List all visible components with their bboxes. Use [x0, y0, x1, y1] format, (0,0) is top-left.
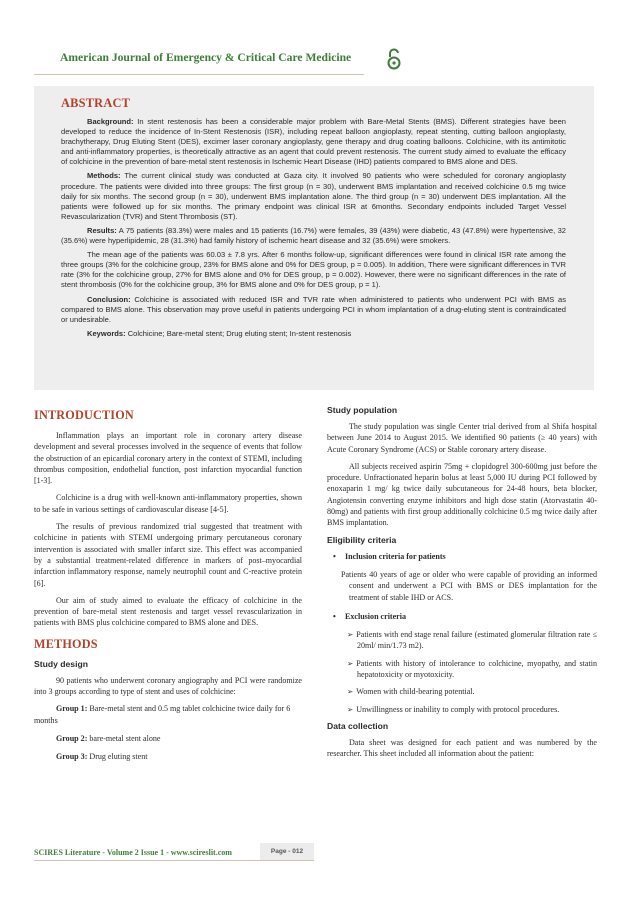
methods-heading: METHODS [34, 636, 98, 651]
population-paragraph-1: The study population was single Center trial derived from al Shifa hospital between June 2014 to August 2015. We identified 90 patients (≥ 40 years) with Acute Coronary Syndrome (ACS) or Stable coronary artery disease. [327, 422, 597, 454]
exclusion-item-2 [327, 658, 597, 681]
arrow-bullet-icon: ➢ [347, 658, 354, 668]
group-2-label: Group 2: [56, 733, 88, 743]
methods-text: The current clinical study was conducted at Gaza city. It involved 90 patients who were scheduled for coronary angioplasty procedure. The patients were divided into three groups: The first group (n = 30), underwent BMS implantation and received colchicine 0.5 mg twice daily for six months. The second group (n = 30), underwent BMS implantation alone. The third group (n = 30) underwent DES implantation. All the patients were followed up for six months. The primary endpoint was clinical ISR at 6months. Secondary endpoints included Target Vessel Revascularization (TVR) and Stent Thrombosis (ST). [61, 171, 566, 221]
right-column [327, 405, 597, 766]
group-3-text: Drug eluting stent [87, 752, 148, 762]
left-column [34, 408, 302, 770]
group-1-text: Bare-metal stent and 0.5 mg tablet colchicine twice daily for 6 months [34, 704, 291, 725]
abstract-methods [61, 171, 566, 221]
keywords-label: Keywords: [87, 328, 126, 338]
page-footer [34, 843, 314, 863]
abstract-keywords [61, 329, 566, 339]
group-2 [34, 733, 302, 744]
arrow-bullet-icon: ➢ [347, 704, 354, 714]
results-text: A 75 patients (83.3%) were males and 15 patients (16.7%) were females, 39 (43%) were diabetic, 43 (47.8%) were hypertensive, 32 (35.6%) were hyperlipidemic, 28 (31.3%) had family history of ischemic heart disease and 32 (35.6%) were smokers. [61, 225, 566, 246]
exclusion-bullet [333, 611, 597, 622]
conclusion-label: Conclusion: [87, 294, 131, 304]
results-label: Results: [87, 225, 117, 235]
data-collection-paragraph: Data sheet was designed for each patient and was numbered by the researcher. This sheet included all information about the patient: [327, 737, 597, 759]
abstract-background [61, 117, 566, 167]
intro-paragraph-2: Colchicine is a drug with well-known anti-inflammatory properties, shown to be safe in various settings of cardiovascular disease [4-5]. [34, 493, 302, 514]
group-1-label: Group 1: [56, 704, 88, 714]
exclusion-item-text: Patients with end stage renal failure (estimated glomerular filtration rate ≤ 20ml/ min/1.73 m2). [356, 630, 597, 651]
footer-citation: SCIRES Literature - Volume 2 Issue 1 - www.scireslit.com [34, 848, 232, 857]
exclusion-item-text: Patients with history of intolerance to colchicine, myopathy, and statin hepatotoxicity or myotoxicity. [356, 658, 597, 680]
population-paragraph-2: All subjects received aspirin 75mg + clopidogrel 300-600mg just before the procedure. Unfractionated heparin bolus at least 5,000 IU during PCI followed by enoxaparin 1 mg/ kg twice daily subcutaneous for 24-48 hours, beta blocker, Angiotensin converting enzyme inhibitors and high dose statin (Atorvastatin 40-80mg) and patients with first group additionally colchicine 0.5 mg twice daily after BMS implantation. [327, 461, 597, 528]
exclusion-item-text: Unwillingness or inability to comply with protocol procedures. [356, 704, 560, 714]
exclusion-item-4 [327, 704, 597, 715]
exclusion-item-text: Women with child-bearing potential. [356, 687, 475, 697]
intro-paragraph-3: The results of previous randomized trial suggested that treatment with colchicine in patients with STEMI undergoing primary percutaneous coronary intervention is associated with smaller infarct size. This effect was accompanied by a substantial treatment-related difference in markers of post–myocardial infarction inflammatory response, namely neutrophil count and C-reactive protein [6]. [34, 522, 302, 588]
group-2-text: bare-metal stent alone [87, 733, 161, 743]
intro-paragraph-4: Our aim of study aimed to evaluate the efficacy of colchicine in the prevention of bare-metal stent restenosis and target vessel revascularization in patients with BMS plus colchicine compared to BMS alone and DES. [34, 595, 302, 628]
study-design-paragraph: 90 patients who underwent coronary angiography and PCI were randomize into 3 groups according to type of stent and uses of colchicine: [34, 675, 302, 697]
bullet-dot-icon: • [333, 551, 336, 561]
group-1 [34, 703, 302, 726]
keywords-text: Colchicine; Bare-metal stent; Drug eluting stent; In-stent restenosis [125, 328, 352, 338]
inclusion-bullet [333, 551, 597, 562]
abstract-results-2: The mean age of the patients was 60.03 ± 7.8 yrs. After 6 months follow-up, significant differences were found in clinical ISR rate among the three groups (3% for the colchicine group, 23% for BMS alone and 0% for DES group, p = 0.005). In addition, There were significant differences in TVR rate (3% for the colchicine group, 27% for BMS alone and 0% for DES group, p = 0.002). However, there were no significant differences in the rate of stent thrombosis (0% for the colchicine group, 3% for BMS alone and 0% for DES group, p = 1). [61, 250, 566, 290]
methods-label: Methods: [87, 171, 121, 181]
abstract-heading: ABSTRACT [61, 96, 131, 110]
intro-paragraph-1: Inflammation plays an important role in coronary artery disease development and several processes involved in the sequence of events that follow the obstruction of an epicardial coronary artery in the context of STEMI, including thrombus composition, endothelial function, post infarction myocardial function [1-3]. [34, 431, 302, 486]
exclusion-label: Exclusion criteria [345, 611, 407, 621]
data-collection-heading: Data collection [327, 720, 389, 731]
eligibility-heading: Eligibility criteria [327, 534, 397, 545]
introduction-heading: INTRODUCTION [34, 408, 134, 422]
abstract-results [61, 226, 566, 246]
group-3-label: Group 3: [56, 752, 88, 762]
abstract-box [34, 86, 594, 390]
inclusion-label: Inclusion criteria for patients [345, 551, 446, 561]
inclusion-text: Patients 40 years of age or older who were capable of providing an informed consent and underwent a PCI with BMS or DES implantation for the treatment of stable IHD or ACS. [341, 569, 597, 602]
background-text: In stent restenosis has been a considerable major problem with Bare-Metal Stents (BMS). Different strategies have been developed to reduce the incidence of In-Stent Restenosis (ISR), including repeat balloon angioplasty, repeat stenting, cutting balloon angioplasty, brachytherapy, Drug Eluting Stent (DES), excimer laser coronary angioplasty, gene therapy and drug coating balloons. Colchicine, with its antimitotic and anti-inflammatory properties, is theoretically attractive as an agent that could prevent restenosis. The current study aimed to evaluate the efficacy of colchicine in the prevention of bare-metal stent restenosis in Ischemic Heart Disease (IHD) patients compared to BMS alone and DES. [61, 117, 566, 167]
group-3 [34, 751, 302, 762]
bullet-dot-icon: • [333, 611, 336, 621]
abstract-conclusion [61, 295, 566, 325]
arrow-bullet-icon: ➢ [347, 630, 354, 640]
journal-header [34, 44, 374, 74]
arrow-bullet-icon: ➢ [347, 687, 354, 697]
conclusion-text: Colchicine is associated with reduced ISR and TVR rate when administered to patients who underwent PCI with BMS as compared to BMS alone. This observation may prove useful in patients undergoing PCI in whom implantation of a drug-eluting stent is contraindicated or undesirable. [61, 294, 566, 324]
footer-rule [34, 860, 314, 861]
study-design-heading: Study design [34, 658, 88, 669]
exclusion-item-1 [327, 629, 597, 652]
open-access-lock-icon [386, 48, 402, 70]
journal-title: American Journal of Emergency & Critical Care Medicine [60, 51, 352, 64]
study-population-heading: Study population [327, 405, 398, 415]
background-label: Background: [87, 117, 134, 126]
page-number: Page - 012 [260, 843, 314, 860]
exclusion-item-3 [327, 686, 597, 697]
